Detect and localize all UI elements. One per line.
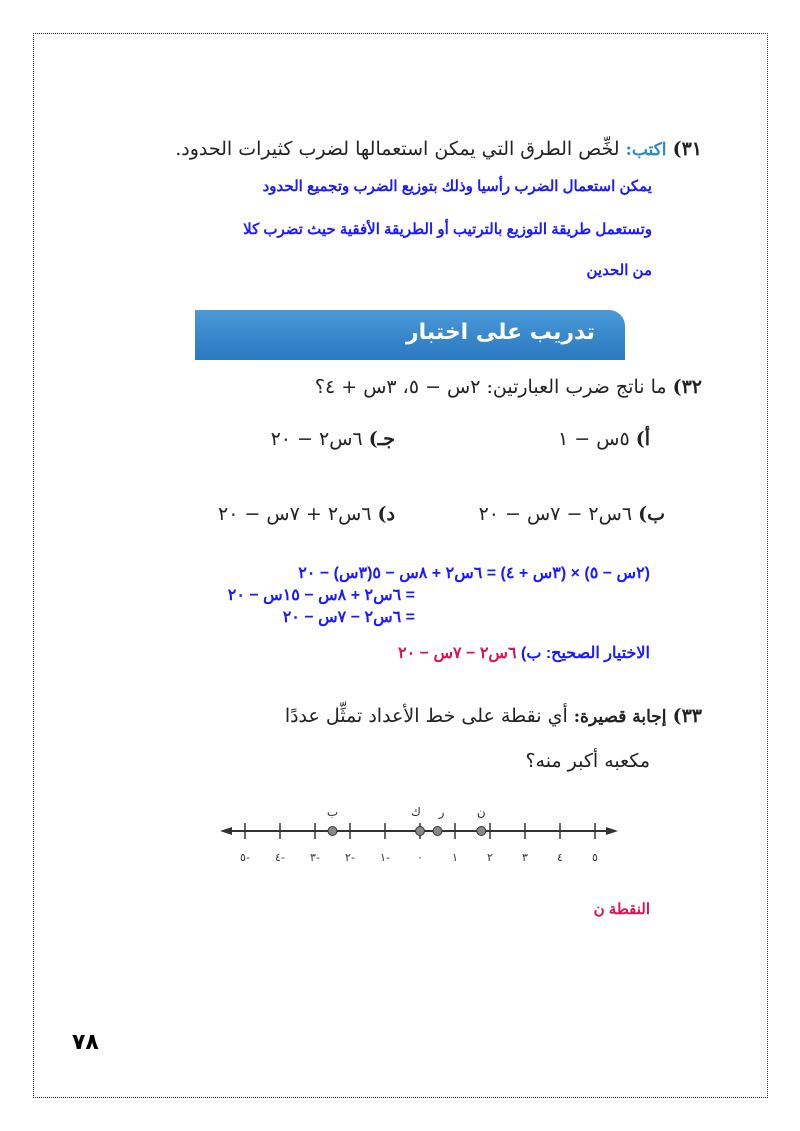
option-value: ٦س٢ + ٧س − ٢٠ <box>218 503 372 525</box>
tick-label: ٢ <box>487 851 493 864</box>
page-number: ٧٨ <box>72 1030 99 1055</box>
q33 <box>285 705 702 727</box>
q32-text: ما ناتج ضرب العبارتين: ٢س − ٥، ٣س + ٤؟ <box>314 376 667 398</box>
q33-answer: النقطة ن <box>593 901 650 918</box>
number-point <box>433 827 442 836</box>
option-label: ب) <box>638 503 665 525</box>
q33-number: ٣٣) <box>672 705 702 727</box>
option-b <box>479 503 665 525</box>
tick-label: ٥- <box>240 851 250 864</box>
option-c <box>271 428 395 450</box>
tick-label: ٣ <box>522 851 528 864</box>
q31-text: لخِّص الطرق التي يمكن استعمالها لضرب كثيرات الحدود. <box>175 138 620 160</box>
q31-number: ٣١) <box>672 138 702 160</box>
option-value: ٦س٢ − ٢٠ <box>270 428 363 450</box>
correct-answer <box>398 643 650 663</box>
banner-title: تدريب على اختبار <box>405 320 595 345</box>
q32 <box>315 376 702 398</box>
correct-value: ٦س٢ − ٧س − ٢٠ <box>398 645 517 662</box>
work-line: = ٦س٢ − ٧س − ٢٠ <box>282 609 415 626</box>
q33-keyword: إجابة قصيرة: <box>573 707 667 727</box>
q31 <box>175 138 702 160</box>
number-point <box>477 827 486 836</box>
point-label: ر <box>438 805 445 819</box>
number-line <box>200 800 640 870</box>
tick-label: ٤- <box>275 851 285 864</box>
work-line: = ٦س٢ + ٨س − ١٥س − ٢٠ <box>227 587 415 604</box>
tick-label: ٥ <box>592 851 598 864</box>
option-a <box>558 428 650 450</box>
q33-text: أي نقطة على خط الأعداد تمثِّل عددًا <box>284 705 568 727</box>
option-label: جـ) <box>368 428 395 450</box>
q31-answer-line: يمكن استعمال الضرب رأسيا وذلك بتوزيع الضرب وتجميع الحدود <box>262 178 652 195</box>
tick-label: ٠ <box>417 851 423 864</box>
left-arrow-icon <box>220 827 232 835</box>
q31-keyword: اكتب: <box>625 140 667 160</box>
number-point <box>416 827 425 836</box>
tick-label: ١ <box>452 851 458 864</box>
test-practice-banner <box>195 310 625 360</box>
tick-label: ٣- <box>310 851 320 864</box>
q32-number: ٣٢) <box>672 376 702 398</box>
point-label: ب <box>326 805 339 819</box>
point-label: ن <box>476 805 486 819</box>
tick-label: ٢- <box>345 851 355 864</box>
option-d <box>218 503 395 525</box>
number-point <box>328 827 337 836</box>
tick-label: ١- <box>380 851 390 864</box>
point-label: ك <box>411 805 421 819</box>
correct-label: الاختيار الصحيح: ب) <box>520 645 650 662</box>
option-label: د) <box>377 503 395 525</box>
option-value: ٦س٢ − ٧س − ٢٠ <box>478 503 633 525</box>
q31-answer-line: وتستعمل طريقة التوزيع بالترتيب أو الطريقة الأفقية حيث تضرب كلا <box>243 221 652 238</box>
option-label: أ) <box>635 428 650 450</box>
work-line: (٢س − ٥) × (٣س + ٤) = ٦س٢ + ٨س − ٥(٣س) − ٢٠ <box>298 565 650 582</box>
right-arrow-icon <box>606 827 618 835</box>
tick-label: ٤ <box>557 851 563 864</box>
q31-answer-line: من الحدين <box>586 262 652 279</box>
option-value: ٥س − ١ <box>558 428 630 450</box>
q33-text-2: مكعبه أكبر منه؟ <box>525 750 650 772</box>
